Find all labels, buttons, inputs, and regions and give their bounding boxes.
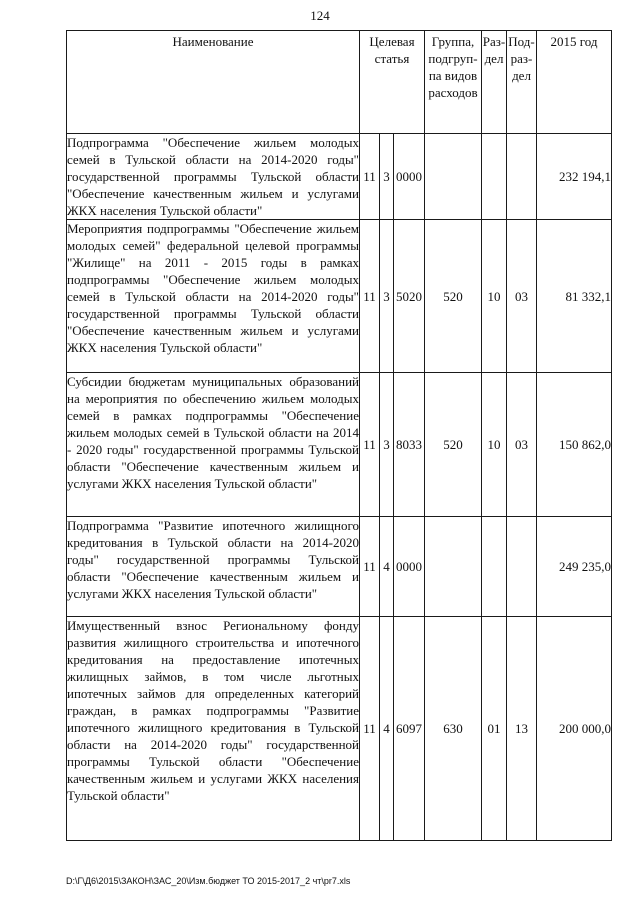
page-number: 124 — [310, 8, 330, 23]
row-subsection — [507, 134, 537, 220]
row-subprogram-code: 4 — [380, 617, 394, 841]
row-section: 01 — [482, 617, 507, 841]
row-expense-group — [425, 134, 482, 220]
row-section: 10 — [482, 220, 507, 373]
row-expense-group: 520 — [425, 373, 482, 517]
row-direction-code: 8033 — [394, 373, 425, 517]
row-program-code: 11 — [360, 517, 380, 617]
header-name: Наименование — [67, 31, 360, 134]
row-subprogram-code: 4 — [380, 517, 394, 617]
table-header-row — [67, 31, 612, 134]
header-year: 2015 год — [537, 31, 612, 134]
budget-table — [66, 30, 612, 841]
row-section: 10 — [482, 373, 507, 517]
row-name: Подпрограмма "Обеспечение жильем молодых семей в Тульской области на 2014-2020 годы" государственной программы Тульской области "Обеспечение качественным жильем и услугами ЖКХ населения Тульской области" — [67, 135, 359, 218]
row-direction-code: 0000 — [394, 134, 425, 220]
header-section: Раз-дел — [482, 31, 507, 134]
table-row — [67, 617, 612, 841]
row-expense-group: 630 — [425, 617, 482, 841]
row-amount: 249 235,0 — [537, 517, 612, 617]
row-section — [482, 517, 507, 617]
row-subprogram-code: 3 — [380, 373, 394, 517]
table-row — [67, 373, 612, 517]
row-subsection: 03 — [507, 220, 537, 373]
row-program-code: 11 — [360, 220, 380, 373]
row-program-code: 11 — [360, 617, 380, 841]
row-subsection: 03 — [507, 373, 537, 517]
row-direction-code: 0000 — [394, 517, 425, 617]
row-amount: 81 332,1 — [537, 220, 612, 373]
header-target-article: Целевая статья — [360, 31, 425, 134]
row-name: Субсидии бюджетам муниципальных образований на мероприятия по обеспечению жильем молодых семей в рамках подпрограммы "Обеспечение жильем молодых семей в Тульской области на 2014 - 2020 годы" государственной программы Тульской области "Обеспечение качественным жильем и услугами ЖКХ населения Тульской области" — [67, 373, 360, 517]
row-direction-code: 6097 — [394, 617, 425, 841]
row-program-code: 11 — [360, 373, 380, 517]
row-name: Мероприятия подпрограммы "Обеспечение жильем молодых семей" федеральной целевой программы "Жилище" на 2011 - 2015 годы в рамках подпрограммы "Обеспечение жильем молодых семей в Тульской области на 2014-2020 годы" государственной программы Тульской области "Обеспечение качественным жильем и услугами ЖКХ населения Тульской области" — [67, 220, 360, 373]
row-subsection — [507, 517, 537, 617]
row-name: Подпрограмма "Развитие ипотечного жилищного кредитования в Тульской области на 2014-2020 годы" государственной программы Тульской области "Обеспечение качественным жильем и услугами ЖКХ населения Тульской области" — [67, 517, 360, 617]
row-amount: 150 862,0 — [537, 373, 612, 517]
row-subprogram-code: 3 — [380, 220, 394, 373]
row-subprogram-code: 3 — [380, 134, 394, 220]
row-name: Имущественный взнос Региональному фонду развития жилищного строительства и ипотечного кредитования на предоставление ипотечных жилищных займов, в том числе льготных ипотечных займов для определенных категорий граждан, в рамках подпрограммы "Развитие ипотечного жилищного кредитования в Тульской области на 2014-2020 годы" государственной программы Тульской области "Обеспечение качественным жильем и услугами ЖКХ населения Тульской области" — [67, 617, 360, 841]
header-subsection: Под-раз-дел — [507, 31, 537, 134]
row-program-code: 11 — [360, 134, 380, 220]
row-expense-group — [425, 517, 482, 617]
row-direction-code: 5020 — [394, 220, 425, 373]
file-path-footer: D:\Г\Д6\2015\ЗАКОН\ЗАС_20\Изм.бюджет ТО 2015-2017_2 чт\рr7.xls — [66, 876, 351, 886]
table-row — [67, 517, 612, 617]
table-row — [67, 220, 612, 373]
row-section — [482, 134, 507, 220]
row-expense-group: 520 — [425, 220, 482, 373]
row-subsection: 13 — [507, 617, 537, 841]
header-expense-group: Группа, подгруп-па видов расходов — [425, 31, 482, 134]
row-amount: 200 000,0 — [537, 617, 612, 841]
row-amount: 232 194,1 — [537, 134, 612, 220]
table-row — [67, 134, 612, 220]
